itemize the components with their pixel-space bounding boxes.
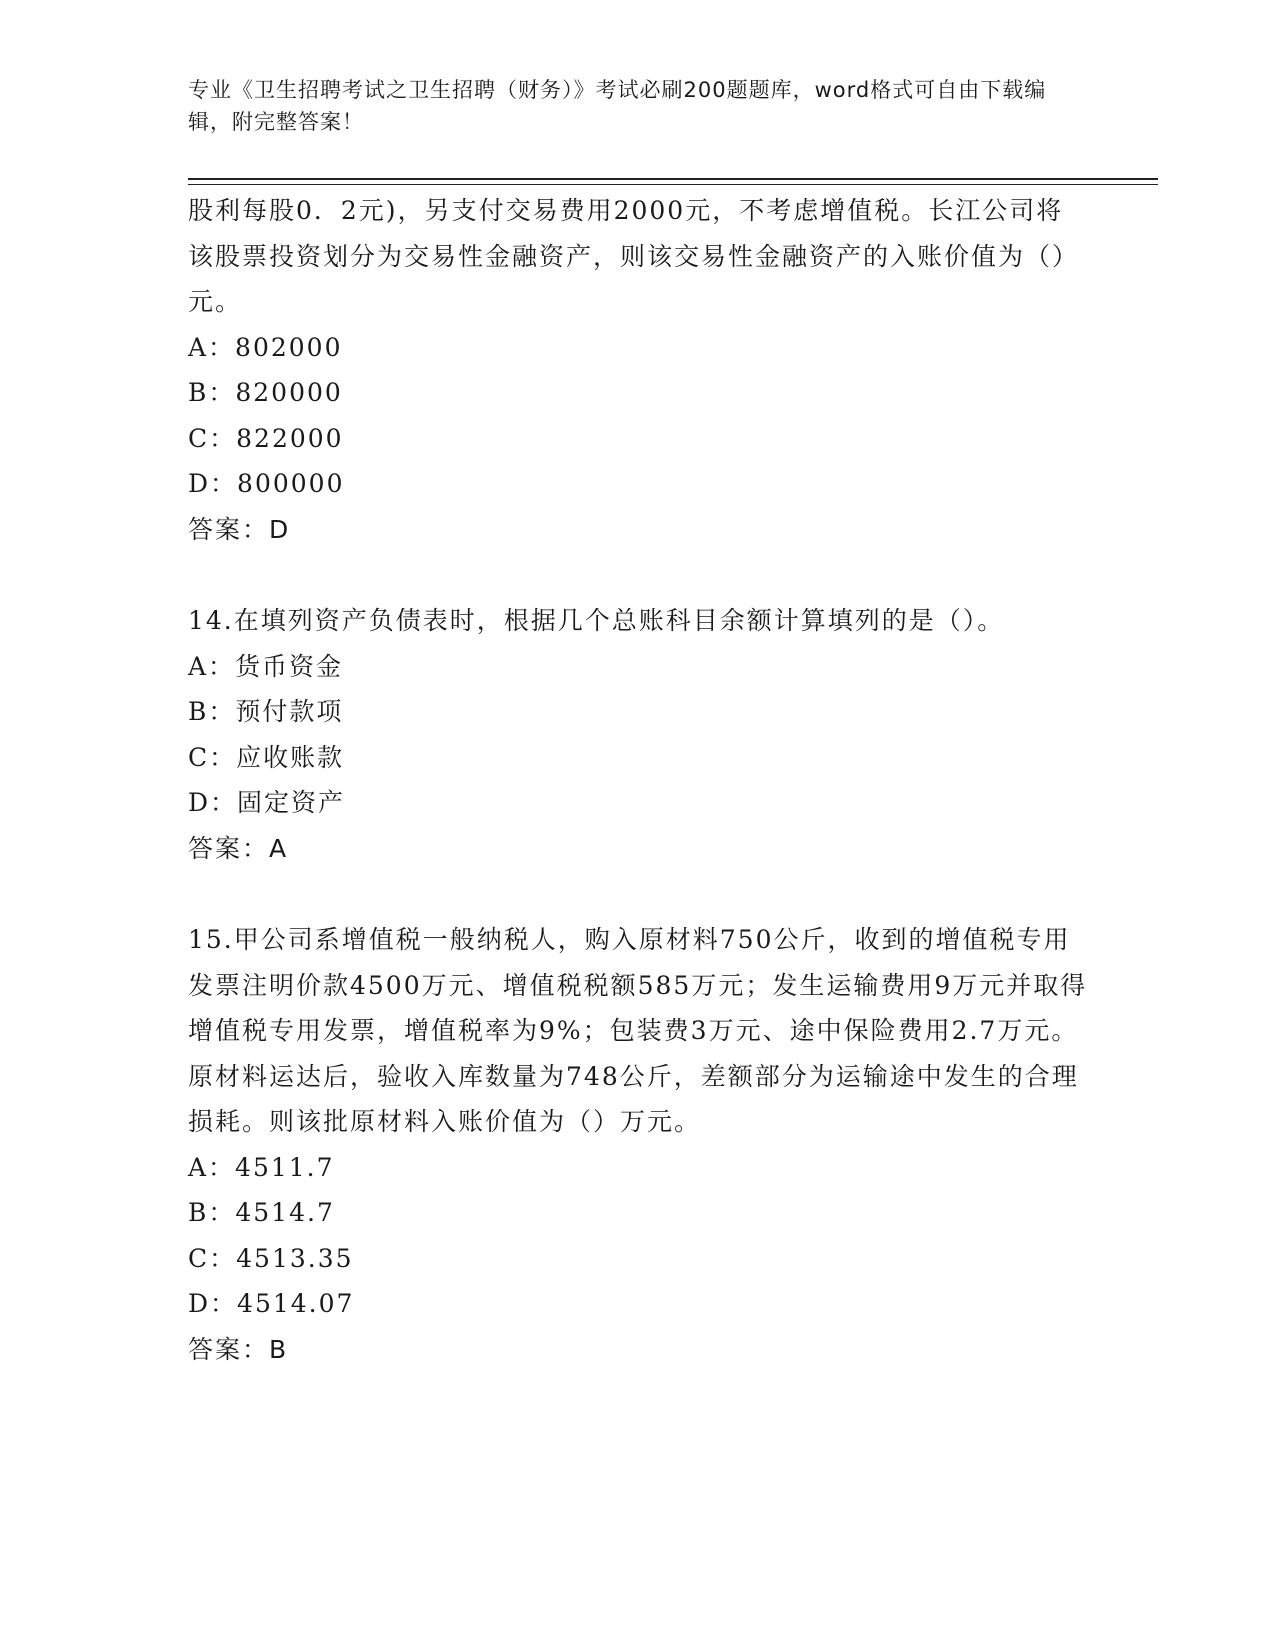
question-14: [188, 598, 1088, 871]
spacer: [188, 871, 1088, 917]
question-14-option-a: A：货币资金: [188, 651, 344, 681]
question-13-option-c: C：822000: [188, 423, 344, 453]
question-14-option-d: D：固定资产: [188, 788, 346, 817]
question-15-option-b: B：4514.7: [188, 1198, 335, 1227]
question-15-stem: 15.甲公司系增值税一般纳税人，购入原材料750公斤，收到的增值税专用发票注明价款4500万元、增值税税额585万元；发生运输费用9万元并取得增值税专用发票，增值税率为9%；包装费3万元、途中保险费用2.7万元。原材料运达后，验收入库数量为748公斤，差额部分为运输途中发生的合理损耗。则该批原材料入账价值为（）万元。: [188, 925, 1088, 1136]
header-rule-thick: [188, 178, 1158, 180]
question-14-option-c: C：应收账款: [188, 742, 345, 772]
spacer: [188, 552, 1088, 598]
question-13-option-d: D：800000: [188, 469, 345, 498]
question-14-stem: 14.在填列资产负债表时，根据几个总账科目余额计算填列的是（）。: [188, 606, 1005, 635]
question-15-option-a: A：4511.7: [188, 1152, 335, 1182]
question-15-option-c: C：4513.35: [188, 1243, 354, 1273]
question-13: [188, 188, 1088, 552]
question-13-stem: 股利每股0．2元)，另支付交易费用2000元，不考虑增值税。长江公司将该股票投资划分为交易性金融资产，则该交易性金融资产的入账价值为（）元。: [188, 196, 1080, 316]
question-13-option-a: A：802000: [188, 332, 343, 362]
question-14-option-b: B：预付款项: [188, 697, 344, 726]
question-13-option-b: B：820000: [188, 378, 343, 407]
question-14-answer: 答案：A: [188, 833, 289, 863]
question-list: [188, 188, 1088, 1372]
question-15-answer: 答案：B: [188, 1334, 289, 1364]
header-rule-thin: [188, 184, 1158, 185]
document-header: 专业《卫生招聘考试之卫生招聘（财务）》考试必刷200题题库，word格式可自由下载编辑，附完整答案！: [188, 78, 1047, 134]
question-13-answer: 答案：D: [188, 514, 291, 544]
question-15-option-d: D：4514.07: [188, 1289, 355, 1318]
question-15: [188, 917, 1088, 1372]
